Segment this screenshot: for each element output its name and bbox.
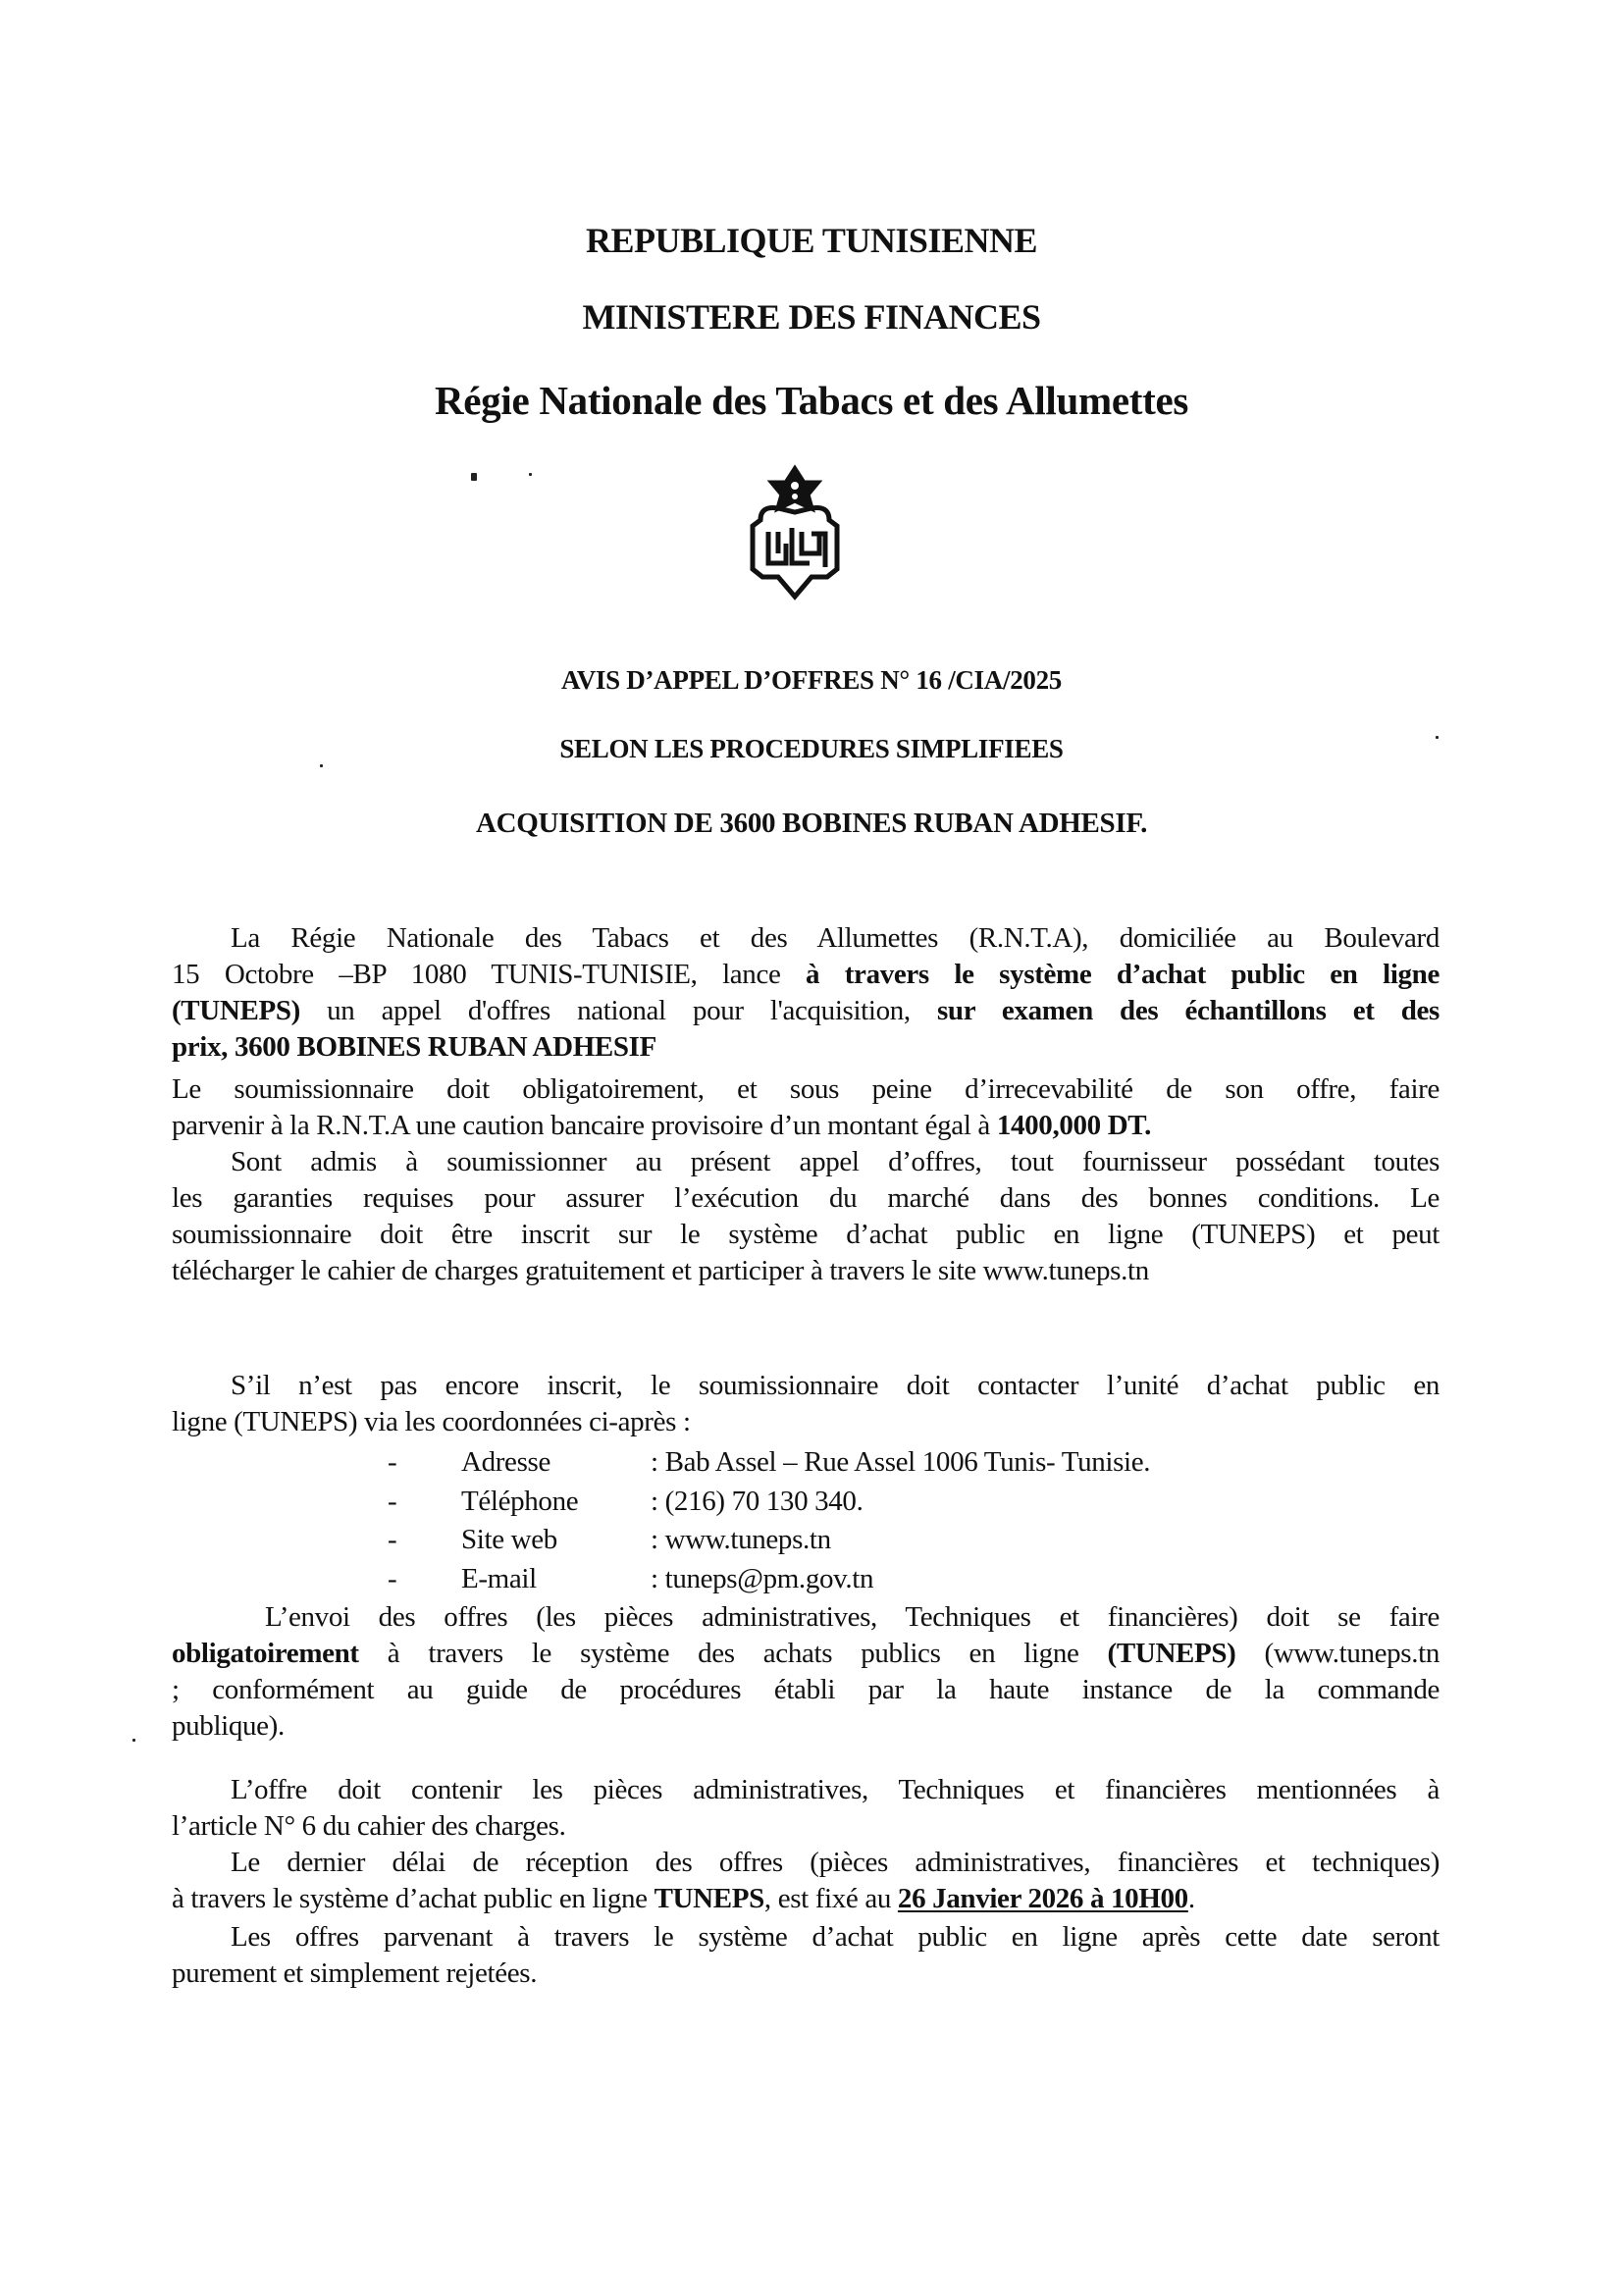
ministry-heading: MINISTERE DES FINANCES bbox=[582, 297, 1041, 337]
paragraph-line: Le soumissionnaire doit obligatoirement, et sous peine d’irrecevabilité de son offre, faire bbox=[172, 1073, 1440, 1105]
guarantee-amount: 1400,000 DT. bbox=[996, 1110, 1152, 1141]
text-run: 15 Octobre –BP 1080 TUNIS-TUNISIE, lance bbox=[172, 959, 807, 990]
tender-number-heading: AVIS D’APPEL D’OFFRES N° 16 /CIA/2025 bbox=[561, 665, 1062, 695]
paragraph-line: L’envoi des offres (les pièces administratives, Techniques et financières) doit se faire bbox=[265, 1601, 1440, 1633]
paragraph-deadline bbox=[172, 1845, 1440, 1917]
paragraph-line: Le dernier délai de réception des offres (pièces administratives, financières et techniques) bbox=[231, 1847, 1440, 1878]
list-dash: - bbox=[388, 1524, 397, 1555]
text-run-bold: à travers le système d’achat public en ligne bbox=[806, 959, 1440, 990]
paragraph-line: S’il n’est pas encore inscrit, le soumissionnaire doit contacter l’unité d’achat public en bbox=[231, 1370, 1440, 1401]
scan-speck bbox=[132, 1739, 135, 1742]
scan-speck bbox=[471, 473, 477, 481]
contact-value[interactable]: : tuneps@pm.gov.tn bbox=[651, 1563, 874, 1594]
paragraph-eligibility bbox=[172, 1144, 1440, 1289]
contact-label: Téléphone bbox=[461, 1486, 579, 1517]
list-dash: - bbox=[388, 1486, 397, 1517]
paragraph-offer-contents bbox=[172, 1772, 1440, 1845]
text-run: . bbox=[1187, 1883, 1195, 1914]
text-run: un appel d'offres national pour l'acquisition, bbox=[299, 995, 937, 1026]
paragraph-line: purement et simplement rejetées. bbox=[172, 1957, 538, 1989]
paragraph-submission bbox=[172, 1599, 1440, 1745]
procedure-heading: SELON LES PROCEDURES SIMPLIFIEES bbox=[559, 734, 1064, 763]
paragraph-registration bbox=[172, 1368, 1440, 1440]
contact-label: E-mail bbox=[461, 1563, 537, 1594]
contact-value: : (216) 70 130 340. bbox=[651, 1486, 864, 1517]
text-run-bold: sur examen des échantillons et des bbox=[937, 995, 1440, 1026]
contact-value: : Bab Assel – Rue Assel 1006 Tunis- Tunisie. bbox=[651, 1446, 1151, 1478]
text-run-bold: (TUNEPS) bbox=[172, 995, 300, 1026]
paragraph-line: Sont admis à soumissionner au présent appel d’offres, tout fournisseur possédant toutes bbox=[231, 1146, 1440, 1177]
paragraph-late-offers bbox=[172, 1919, 1440, 1992]
rnta-emblem-icon bbox=[721, 461, 868, 608]
paragraph-line bbox=[172, 1636, 1440, 1672]
paragraph-line: ligne (TUNEPS) via les coordonnées ci-après : bbox=[172, 1406, 691, 1437]
paragraph-line bbox=[172, 957, 1440, 993]
deadline-date: 26 Janvier 2026 à 10H00 bbox=[897, 1883, 1188, 1914]
text-run-bold: obligatoirement bbox=[172, 1638, 359, 1669]
text-run: à travers le système des achats publics en ligne bbox=[358, 1638, 1108, 1669]
list-dash: - bbox=[388, 1446, 397, 1478]
paragraph-line: La Régie Nationale des Tabacs et des Allumettes (R.N.T.A), domiciliée au Boulevard bbox=[231, 922, 1440, 954]
text-run: (www.tuneps.tn bbox=[1235, 1638, 1440, 1669]
paragraph-line: publique). bbox=[172, 1710, 285, 1742]
paragraph-line: les garanties requises pour assurer l’exécution du marché dans des bonnes conditions. Le bbox=[172, 1182, 1440, 1214]
paragraph-intro bbox=[172, 920, 1440, 1066]
text-run: à travers le système d’achat public en ligne bbox=[172, 1883, 654, 1914]
country-heading: REPUBLIQUE TUNISIENNE bbox=[586, 221, 1037, 260]
paragraph-line bbox=[172, 993, 1440, 1029]
paragraph-guarantee bbox=[172, 1071, 1440, 1144]
organization-heading: Régie Nationale des Tabacs et des Allumettes bbox=[434, 378, 1189, 423]
paragraph-line: ; conformément au guide de procédures établi par la haute instance de la commande bbox=[172, 1674, 1440, 1705]
text-run-bold: TUNEPS bbox=[654, 1883, 764, 1914]
paragraph-line bbox=[172, 1881, 1440, 1917]
scan-speck bbox=[320, 764, 323, 767]
paragraph-line bbox=[172, 1108, 1440, 1144]
paragraph-line: l’article N° 6 du cahier des charges. bbox=[172, 1810, 566, 1842]
scan-speck bbox=[529, 473, 532, 476]
paragraph-line: Les offres parvenant à travers le système d’achat public en ligne après cette date seront bbox=[231, 1921, 1440, 1953]
paragraph-line bbox=[172, 1029, 1440, 1066]
paragraph-line: soumissionnaire doit être inscrit sur le système d’achat public en ligne (TUNEPS) et peut bbox=[172, 1219, 1440, 1250]
subject-heading: ACQUISITION DE 3600 BOBINES RUBAN ADHESIF. bbox=[475, 808, 1148, 839]
contact-value[interactable]: : www.tuneps.tn bbox=[651, 1524, 831, 1555]
text-run: parvenir à la R.N.T.A une caution bancaire provisoire d’un montant égal à bbox=[172, 1110, 997, 1141]
paragraph-line: télécharger le cahier de charges gratuitement et participer à travers le site www.tuneps.tn bbox=[172, 1255, 1149, 1286]
text-run: , est fixé au bbox=[763, 1883, 898, 1914]
list-dash: - bbox=[388, 1563, 397, 1594]
contact-label: Adresse bbox=[461, 1446, 550, 1478]
text-run-bold: prix, 3600 BOBINES RUBAN ADHESIF bbox=[172, 1031, 656, 1063]
contact-label: Site web bbox=[461, 1524, 557, 1555]
contact-list bbox=[388, 1446, 1369, 1613]
paragraph-line: L’offre doit contenir les pièces administratives, Techniques et financières mentionnées à bbox=[231, 1774, 1440, 1805]
text-run-bold: (TUNEPS) bbox=[1107, 1638, 1236, 1669]
